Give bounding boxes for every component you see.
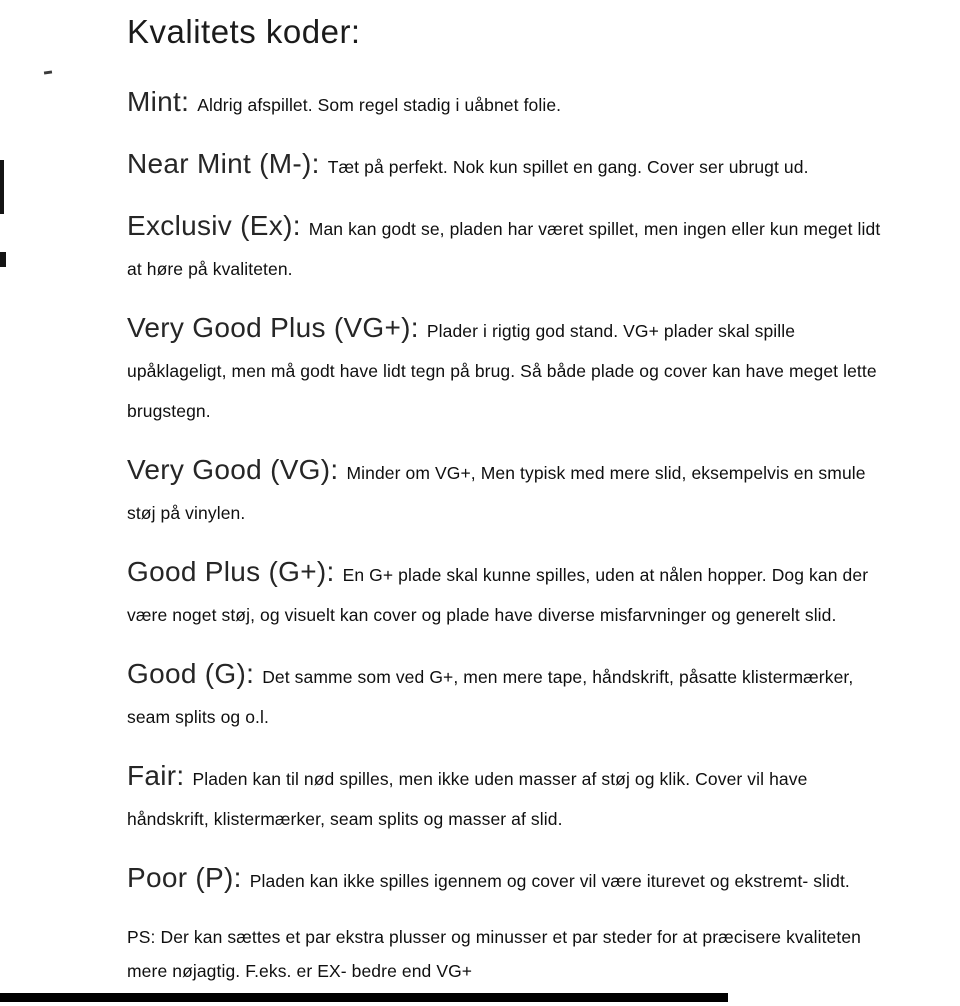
scan-artifact-left-edge-mark	[0, 160, 4, 214]
ps-note: PS: Der kan sættes et par ekstra plusser og minusser et par steder for at præcisere kvaliteten mere nøjagtig. F.eks. er EX- bedre end VG+	[127, 927, 862, 981]
term-label: Very Good Plus (VG+):	[127, 312, 419, 343]
scan-artifact-bottom-bar	[0, 993, 728, 1002]
document-page	[127, 10, 889, 1006]
quality-entry-poor	[127, 858, 889, 902]
page-title: Kvalitets koder:	[127, 13, 361, 50]
term-description: Det samme som ved G+, men mere tape, håndskrift, påsatte klistermærker, seam splits og o.l.	[127, 667, 854, 727]
term-description: Pladen kan til nød spilles, men ikke uden masser af støj og klik. Cover vil have håndskrift, klistermærker, seam splits og masser af slid.	[127, 769, 808, 829]
quality-entry-very-good-plus	[127, 308, 889, 432]
quality-entry-good	[127, 654, 889, 738]
term-label: Very Good (VG):	[127, 454, 339, 485]
term-description: Pladen kan ikke spilles igennem og cover vil være iturevet og ekstremt- slidt.	[249, 871, 850, 891]
term-label: Good Plus (G+):	[127, 556, 335, 587]
term-label: Poor (P):	[127, 862, 242, 893]
scan-artifact-left-edge-mark-small	[0, 252, 6, 267]
quality-entry-good-plus	[127, 552, 889, 636]
term-label: Fair:	[127, 760, 185, 791]
term-label: Exclusiv (Ex):	[127, 210, 301, 241]
term-description: Plader i rigtig god stand. VG+ plader skal spille upåklageligt, men må godt have lidt tegn på brug. Så både plade og cover kan have meget lette brugstegn.	[127, 321, 877, 421]
term-label: Good (G):	[127, 658, 255, 689]
term-description: Minder om VG+, Men typisk med mere slid, eksempelvis en smule støj på vinylen.	[127, 463, 866, 523]
quality-entry-mint	[127, 82, 889, 126]
term-description: Man kan godt se, pladen har været spillet, men ingen eller kun meget lidt at høre på kvaliteten.	[127, 219, 881, 279]
term-label: Near Mint (M-):	[127, 148, 320, 179]
quality-entry-very-good	[127, 450, 889, 534]
quality-entry-near-mint	[127, 144, 889, 188]
term-description: En G+ plade skal kunne spilles, uden at nålen hopper. Dog kan der være noget støj, og visuelt kan cover og plade have diverse misfarvninger og generelt slid.	[127, 565, 869, 625]
quality-entry-exclusiv	[127, 206, 889, 290]
scan-artifact-stray-dash	[44, 70, 52, 74]
term-description: Aldrig afspillet. Som regel stadig i uåbnet folie.	[197, 95, 562, 115]
quality-entry-fair	[127, 756, 889, 840]
term-description: Tæt på perfekt. Nok kun spillet en gang. Cover ser ubrugt ud.	[327, 157, 809, 177]
term-label: Mint:	[127, 86, 190, 117]
